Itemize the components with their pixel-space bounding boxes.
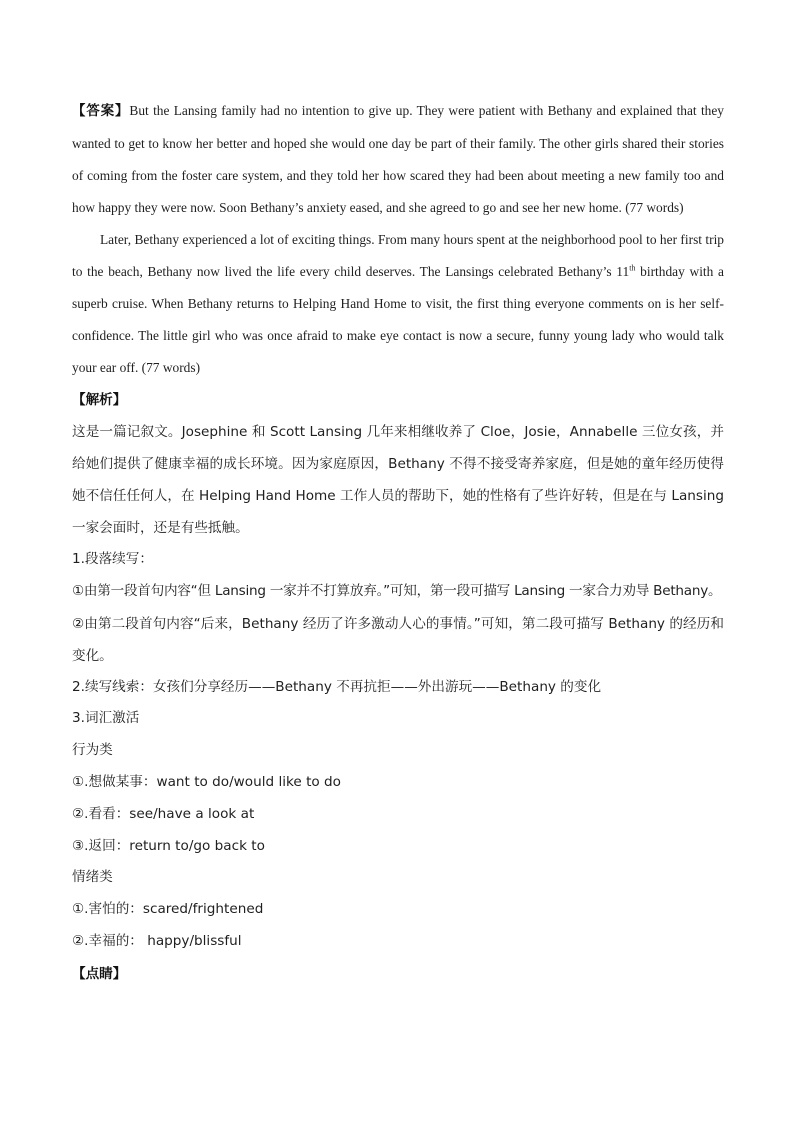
category-behavior: 行为类 [72, 742, 113, 759]
answer-paragraph-2-text-b: birthday with a superb cruise. When Bethany returns to Helping Hand Home to visit, the first thing everyone comments on is her self-confidence. The little girl who was once afraid to make eye contact is now a secure, funny young lady who would talk your ear off. (77 words) [72, 264, 724, 375]
section-1-title: 1.段落续写： [72, 551, 153, 567]
comment-tag: 【点睛】 [72, 965, 127, 982]
section-3-title: 3.词汇激活 [72, 710, 140, 727]
behavior-item: ③.返回：return to/go back to [72, 837, 265, 854]
analysis-intro: 这是一篇记叙文。Josephine 和 Scott Lansing 几年来相继收养了 Cloe，Josie，Annabelle 三位女孩，并给她们提供了健康幸福的成长环境。因为家庭原因，Bethany 不得不接受寄养家庭，但是她的童年经历使得她不信任任何人，在 Helping Hand Home 工作人员的帮助下，她的性格有了些许好转，但是在与 Lansing 一家会面时，还是有些抵触。 [72, 424, 724, 536]
answer-tag: 【答案】 [72, 104, 130, 119]
analysis-tag: 【解析】 [72, 392, 127, 408]
document-content [72, 95, 724, 990]
section-1-item-1: ①由第一段首句内容“但 Lansing 一家并不打算放弃。”可知，第一段可描写 Lansing 一家合力劝导 Bethany。 [72, 582, 722, 599]
answer-paragraph-1 [72, 95, 724, 224]
emotion-item: ①.害怕的：scared/frightened [72, 901, 264, 918]
behavior-item: ②.看看：see/have a look at [72, 805, 255, 822]
answer-paragraph-2-text-a: Later, Bethany experienced a lot of exciting things. From many hours spent at the neighborhood pool to her first trip to the beach, Bethany now lived the life every child deserves. The Lansings celebrated Bethany’s 11 [72, 232, 724, 279]
answer-paragraph-1-text: But the Lansing family had no intention to give up. They were patient with Bethany and explained that they wanted to get to know her better and hoped she would one day be part of their family. The other girls shared their stories of coming from the foster care system, and they told her how scared they had been about meeting a new family too and how happy they were now. Soon Bethany’s anxiety eased, and she agreed to go and see her new home. (77 words) [72, 103, 725, 215]
section-2-clues: 2.续写线索：女孩们分享经历——Bethany 不再抗拒——外出游玩——Bethany 的变化 [72, 678, 602, 695]
emotion-item: ②.幸福的： happy/blissful [72, 932, 242, 949]
answer-paragraph-2 [72, 224, 724, 384]
ordinal-suffix: th [629, 263, 636, 273]
category-emotion: 情绪类 [72, 869, 113, 886]
section-1-item-2: ②由第二段首句内容“后来，Bethany 经历了许多激动人心的事情。”可知，第二段可描写 Bethany 的经历和变化。 [72, 615, 724, 664]
behavior-item: ①.想做某事：want to do/would like to do [72, 773, 342, 790]
